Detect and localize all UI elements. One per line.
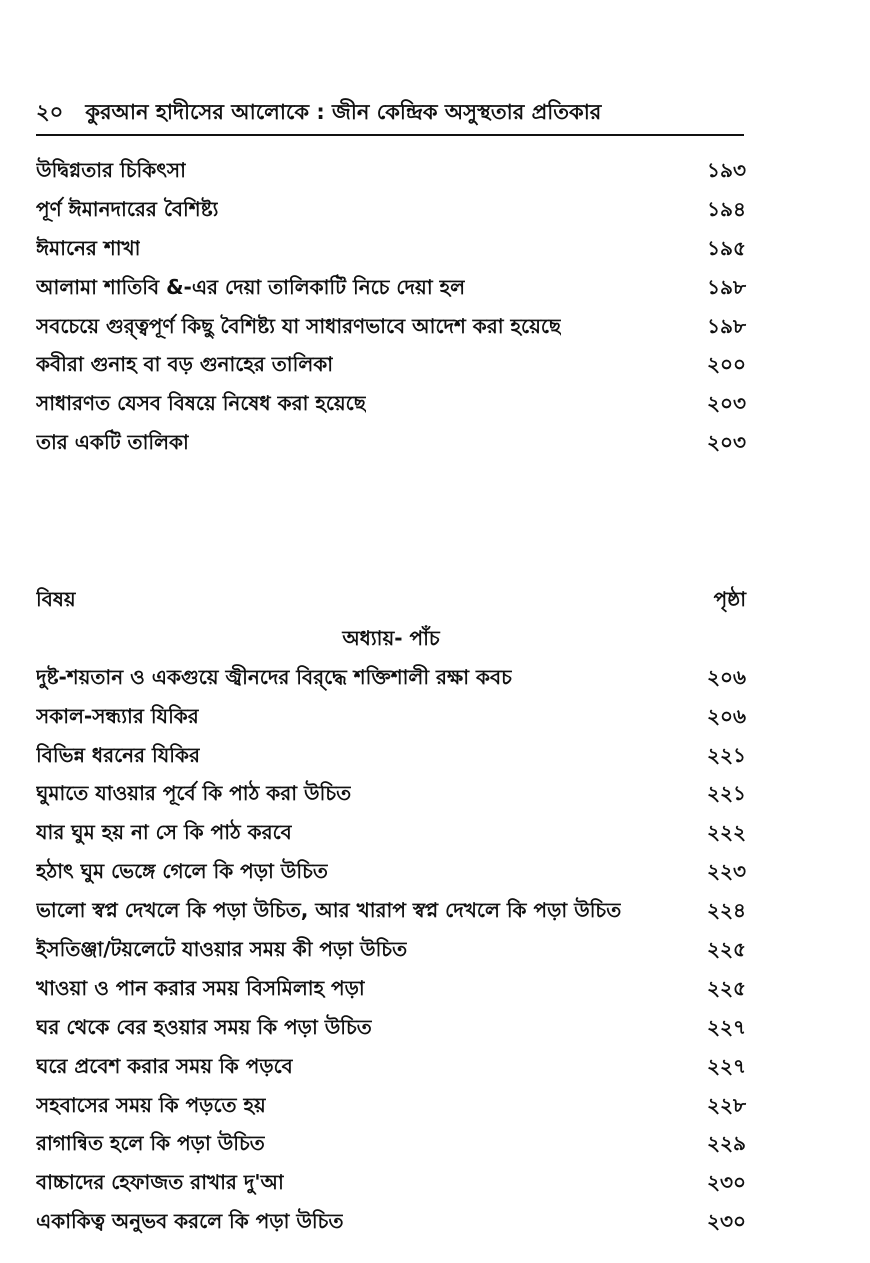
- toc-entry-page: ২২৪: [707, 898, 746, 923]
- toc-entry-page: ১৯৮: [707, 274, 746, 299]
- header-page-number: ২০: [36, 100, 64, 124]
- toc-entry: [36, 971, 746, 1010]
- toc-entry-title: পূর্ণ ঈমানদারের বৈশিষ্ট্য: [36, 196, 219, 221]
- toc-entry-title: বাচ্চাদের হেফাজত রাখার দু'আ: [36, 1170, 284, 1195]
- column-headers: [36, 582, 746, 621]
- toc-entry-page: ২০০: [706, 352, 746, 377]
- toc-entry-title: রাগান্বিত হলে কি পড়া উচিত: [36, 1131, 265, 1156]
- toc-entry-page: ২২৮: [707, 1092, 746, 1117]
- toc-entry-page: ২৩০: [706, 1170, 746, 1195]
- toc-entry-title: সহবাসের সময় কি পড়তে হয়: [36, 1092, 266, 1117]
- toc-entry-title: একাকিত্ব অনুভব করলে কি পড়া উচিত: [36, 1209, 344, 1234]
- toc-entry-title: বিভিন্ন ধরনের যিকির: [36, 742, 200, 767]
- toc-entry: [36, 660, 746, 699]
- toc-entry: [36, 270, 746, 309]
- toc-entry-title: হঠাৎ ঘুম ভেঙ্গে গেলে কি পড়া উচিত: [36, 859, 328, 884]
- toc-entry-page: ২২১: [707, 742, 746, 767]
- toc-entry-title: ইসতিঞ্জা/টয়লেটে যাওয়ার সময় কী পড়া উচিত: [36, 936, 408, 961]
- toc-entry: [36, 932, 746, 971]
- running-title: কুরআন হাদীসের আলোকে : জীন কেন্দ্রিক অসুস্থতার প্রতিকার: [85, 100, 602, 124]
- toc-entry-title: যার ঘুম হয় না সে কি পাঠ করবে: [36, 820, 292, 845]
- running-header: [36, 100, 744, 136]
- toc-entry: [36, 1049, 746, 1088]
- toc-entry: [36, 854, 746, 893]
- toc-entry-title: খাওয়া ও পান করার সময় বিসমিলাহ পড়া: [36, 975, 365, 1000]
- toc-entry-page: ১৯৪: [707, 196, 746, 221]
- toc-entry: [36, 738, 746, 777]
- toc-entry: [36, 192, 746, 231]
- toc-entry-page: ২০৬: [706, 703, 746, 728]
- toc-entry: [36, 1088, 746, 1127]
- toc-entry-title: আলামা শাতিবি &-এর দেয়া তালিকাটি নিচে দেয়া হল: [36, 274, 465, 299]
- toc-entry-page: ১৯৩: [707, 157, 746, 182]
- toc-entry-page: ২২৭: [706, 1014, 746, 1039]
- toc-entry-page: ২২৫: [707, 936, 746, 961]
- toc-entry: [36, 815, 746, 854]
- toc-entry-page: ২২৫: [707, 975, 746, 1000]
- toc-entry-page: ২২৩: [706, 859, 746, 884]
- toc-entry-page: ২২৭: [706, 1053, 746, 1078]
- subject-column-header: বিষয়: [36, 586, 76, 611]
- toc-entry-page: ২০৬: [706, 664, 746, 689]
- toc-entry: [36, 893, 746, 932]
- toc-entry: [36, 1126, 746, 1165]
- toc-entry-title: দুষ্ট-শয়তান ও একগুয়ে জ্বীনদের বির‍্দ্ধে শক্তিশালী রক্ষা কবচ: [36, 664, 512, 689]
- toc-entry-title: ঘুমাতে যাওয়ার পূর্বে কি পাঠ করা উচিত: [36, 781, 352, 806]
- toc-entry-title: উদ্বিগ্নতার চিকিৎসা: [36, 157, 186, 182]
- toc-section-chapter-five: [36, 582, 746, 1243]
- toc-entry: [36, 1010, 746, 1049]
- toc-entry: [36, 1165, 746, 1204]
- page-column-header: পৃষ্ঠা: [713, 586, 746, 611]
- toc-entry-title: ঈমানের শাখা: [36, 235, 141, 260]
- toc-entry-page: ২৩০: [706, 1209, 746, 1234]
- toc-entry: [36, 309, 746, 348]
- toc-section-continued: [36, 153, 746, 464]
- toc-entry-title: সাধারণত যেসব বিষয়ে নিষেধ করা হয়েছে: [36, 391, 366, 416]
- toc-entry: [36, 1204, 746, 1243]
- toc-entry: [36, 231, 746, 270]
- toc-entry: [36, 699, 746, 738]
- toc-entry-page: ১৯৫: [707, 235, 746, 260]
- toc-entry-title: তার একটি তালিকা: [36, 430, 189, 455]
- toc-entry-page: ২০৩: [706, 430, 746, 455]
- toc-entry-title: ভালো স্বপ্ন দেখলে কি পড়া উচিত, আর খারাপ স্বপ্ন দেখলে কি পড়া উচিত: [36, 898, 622, 923]
- toc-entry-title: সকাল-সন্ধ্যার যিকির: [36, 703, 199, 728]
- toc-entry-title: ঘরে প্রবেশ করার সময় কি পড়বে: [36, 1053, 293, 1078]
- toc-entry-page: ১৯৮: [707, 313, 746, 338]
- toc-entry-page: ২০৩: [706, 391, 746, 416]
- toc-entry-title: ঘর থেকে বের হওয়ার সময় কি পড়া উচিত: [36, 1014, 372, 1039]
- toc-entry: [36, 153, 746, 192]
- toc-entry: [36, 776, 746, 815]
- toc-entry-title: কবীরা গুনাহ বা বড় গুনাহের তালিকা: [36, 352, 334, 377]
- chapter-heading: অধ্যায়- পাঁচ: [342, 625, 440, 650]
- toc-entry: [36, 347, 746, 386]
- toc-entry: [36, 386, 746, 425]
- toc-entry-page: ২২৯: [707, 1131, 746, 1156]
- toc-entry-title: সবচেয়ে গুর‍্ত্বপূর্ণ কিছু বৈশিষ্ট্য যা সাধারণভাবে আদেশ করা হয়েছে: [36, 313, 562, 338]
- toc-entry-page: ২২১: [707, 781, 746, 806]
- toc-entry: [36, 425, 746, 464]
- toc-entry-page: ২২২: [706, 820, 746, 845]
